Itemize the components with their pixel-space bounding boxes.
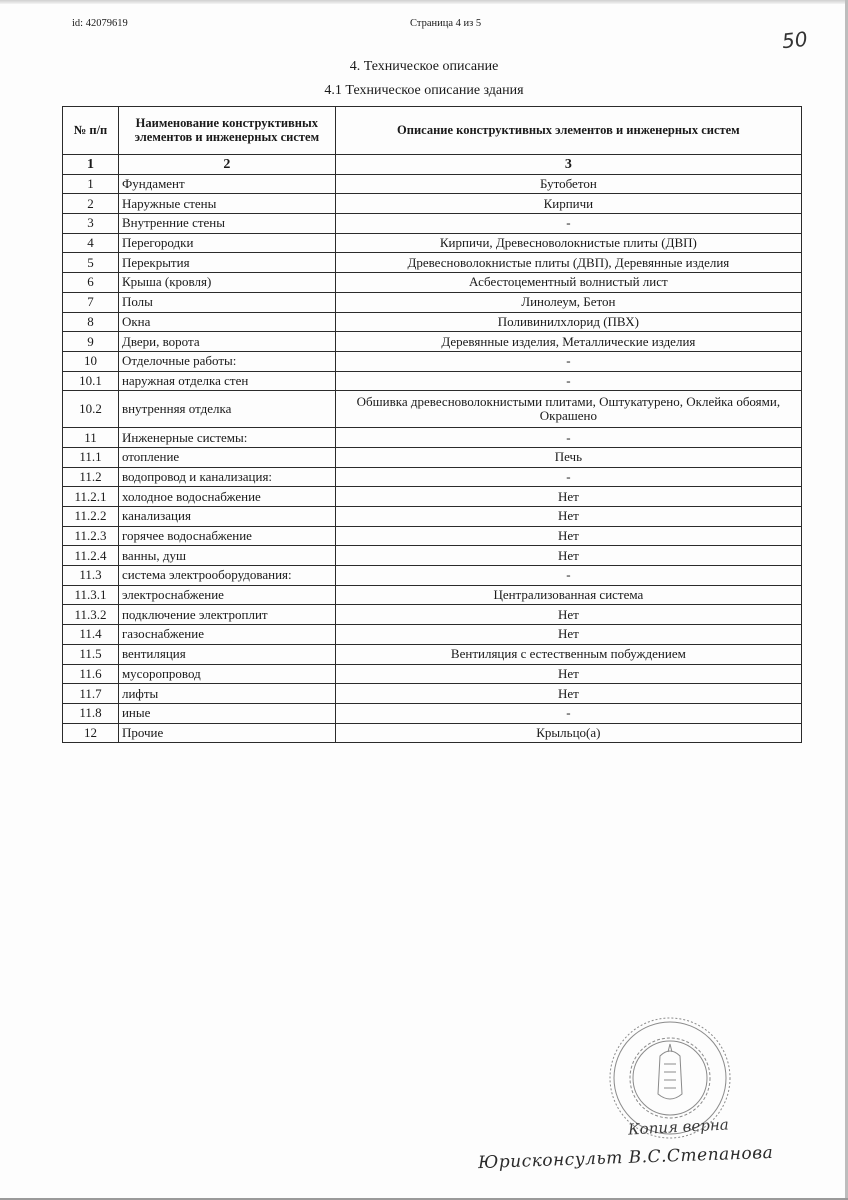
table-row: [63, 371, 802, 391]
row-number: 6: [63, 273, 119, 293]
row-number: 11.8: [63, 703, 119, 723]
table-row: [63, 507, 802, 527]
row-number: 12: [63, 723, 119, 743]
column-number-row: [63, 155, 802, 175]
row-number: 2: [63, 194, 119, 214]
row-element-name: Полы: [118, 292, 335, 312]
row-description: Нет: [335, 507, 801, 527]
row-description: Нет: [335, 487, 801, 507]
row-description: Нет: [335, 684, 801, 704]
row-element-name: система электрооборудования:: [118, 566, 335, 586]
table-row: [63, 447, 802, 467]
table-row: [63, 332, 802, 352]
row-element-name: Перегородки: [118, 233, 335, 253]
table-row: [63, 546, 802, 566]
table-row: [63, 644, 802, 664]
header-description: Описание конструктивных элементов и инженерных систем: [335, 107, 801, 155]
row-element-name: Инженерные системы:: [118, 428, 335, 448]
row-element-name: Внутренние стены: [118, 214, 335, 234]
row-description: -: [335, 214, 801, 234]
row-element-name: наружная отделка стен: [118, 371, 335, 391]
row-number: 10.1: [63, 371, 119, 391]
row-number: 11.1: [63, 447, 119, 467]
table-row: [63, 684, 802, 704]
header-element-name: Наименование конструктивных элементов и инженерных систем: [118, 107, 335, 155]
row-number: 11.3: [63, 566, 119, 586]
table-row: [63, 625, 802, 645]
handwritten-sheet-number: 50: [780, 26, 809, 54]
table-row: [63, 391, 802, 428]
row-number: 1: [63, 174, 119, 194]
row-description: Линолеум, Бетон: [335, 292, 801, 312]
row-element-name: холодное водоснабжение: [118, 487, 335, 507]
row-description: Поливинилхлорид (ПВХ): [335, 312, 801, 332]
column-number: 3: [335, 155, 801, 175]
row-element-name: лифты: [118, 684, 335, 704]
row-element-name: иные: [118, 703, 335, 723]
row-number: 5: [63, 253, 119, 273]
table-row: [63, 703, 802, 723]
page-indicator: Страница 4 из 5: [410, 18, 482, 29]
row-description: Нет: [335, 526, 801, 546]
row-number: 11: [63, 428, 119, 448]
row-description: -: [335, 428, 801, 448]
row-description: -: [335, 467, 801, 487]
row-description: -: [335, 703, 801, 723]
table-row: [63, 292, 802, 312]
row-description: Нет: [335, 625, 801, 645]
row-element-name: Двери, ворота: [118, 332, 335, 352]
row-description: Древесноволокнистые плиты (ДВП), Деревянные изделия: [335, 253, 801, 273]
row-element-name: Прочие: [118, 723, 335, 743]
document-id: id: 42079619: [72, 18, 128, 29]
row-description: Печь: [335, 447, 801, 467]
row-number: 10.2: [63, 391, 119, 428]
row-number: 11.7: [63, 684, 119, 704]
row-description: Нет: [335, 605, 801, 625]
subsection-title: 4.1 Техническое описание здания: [324, 83, 524, 98]
row-number: 11.2.4: [63, 546, 119, 566]
row-description: Бутобетон: [335, 174, 801, 194]
row-number: 7: [63, 292, 119, 312]
table-header-row: [63, 107, 802, 155]
table-row: [63, 526, 802, 546]
row-element-name: водопровод и канализация:: [118, 467, 335, 487]
row-description: Централизованная система: [335, 585, 801, 605]
table-row: [63, 312, 802, 332]
table-row: [63, 214, 802, 234]
table-row: [63, 664, 802, 684]
row-description: Нет: [335, 546, 801, 566]
scan-edge-top: [0, 0, 848, 4]
row-description: Вентиляция с естественным побуждением: [335, 644, 801, 664]
row-description: -: [335, 566, 801, 586]
row-number: 10: [63, 351, 119, 371]
table-row: [63, 194, 802, 214]
row-description: Нет: [335, 664, 801, 684]
table-row: [63, 253, 802, 273]
row-element-name: внутренняя отделка: [118, 391, 335, 428]
row-description: Деревянные изделия, Металлические изделия: [335, 332, 801, 352]
row-description: Кирпичи, Древесноволокнистые плиты (ДВП): [335, 233, 801, 253]
row-number: 11.3.1: [63, 585, 119, 605]
row-element-name: Фундамент: [118, 174, 335, 194]
table-row: [63, 487, 802, 507]
row-number: 8: [63, 312, 119, 332]
row-number: 9: [63, 332, 119, 352]
row-element-name: Крыша (кровля): [118, 273, 335, 293]
technical-description-table: [62, 106, 802, 743]
row-element-name: подключение электроплит: [118, 605, 335, 625]
row-number: 11.2.2: [63, 507, 119, 527]
row-number: 11.4: [63, 625, 119, 645]
column-number: 1: [63, 155, 119, 175]
table-row: [63, 428, 802, 448]
row-element-name: газоснабжение: [118, 625, 335, 645]
row-element-name: электроснабжение: [118, 585, 335, 605]
table-row: [63, 467, 802, 487]
row-element-name: Окна: [118, 312, 335, 332]
row-element-name: горячее водоснабжение: [118, 526, 335, 546]
table-row: [63, 585, 802, 605]
section-title: 4. Техническое описание: [349, 59, 499, 74]
row-element-name: Отделочные работы:: [118, 351, 335, 371]
table-row: [63, 351, 802, 371]
signature: Юрисконсульт В.С.Степанова: [477, 1142, 774, 1174]
row-number: 3: [63, 214, 119, 234]
table-row: [63, 273, 802, 293]
row-element-name: канализация: [118, 507, 335, 527]
row-number: 11.3.2: [63, 605, 119, 625]
row-number: 11.6: [63, 664, 119, 684]
row-element-name: мусоропровод: [118, 664, 335, 684]
row-number: 11.2: [63, 467, 119, 487]
table-row: [63, 605, 802, 625]
row-number: 4: [63, 233, 119, 253]
certified-copy-handwriting: Копия верна: [627, 1115, 730, 1139]
row-number: 11.2.1: [63, 487, 119, 507]
table-row: [63, 174, 802, 194]
column-number: 2: [118, 155, 335, 175]
row-number: 11.2.3: [63, 526, 119, 546]
row-element-name: Наружные стены: [118, 194, 335, 214]
row-number: 11.5: [63, 644, 119, 664]
row-element-name: Перекрытия: [118, 253, 335, 273]
row-description: Обшивка древесноволокнистыми плитами, Оштукатурено, Оклейка обоями, Окрашено: [335, 391, 801, 428]
row-description: Крыльцо(а): [335, 723, 801, 743]
header-number: № п/п: [63, 107, 119, 155]
row-description: -: [335, 351, 801, 371]
row-element-name: отопление: [118, 447, 335, 467]
table-row: [63, 566, 802, 586]
table-row: [63, 233, 802, 253]
table-row: [63, 723, 802, 743]
row-description: -: [335, 371, 801, 391]
row-description: Кирпичи: [335, 194, 801, 214]
row-element-name: ванны, душ: [118, 546, 335, 566]
row-element-name: вентиляция: [118, 644, 335, 664]
row-description: Асбестоцементный волнистый лист: [335, 273, 801, 293]
